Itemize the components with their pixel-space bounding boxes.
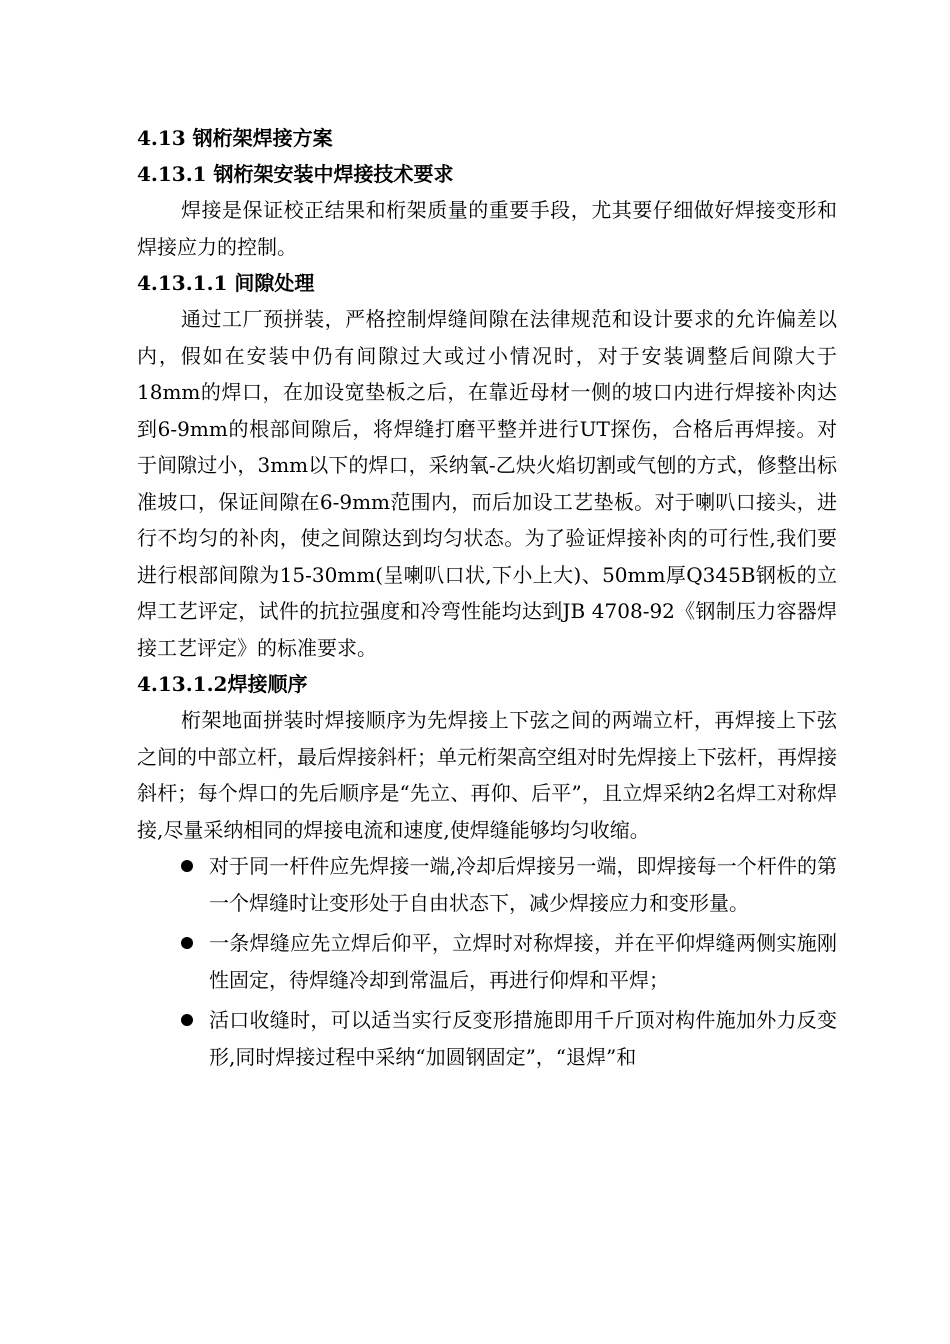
section-heading-4-13: 4.13 钢桁架焊接方案 <box>137 126 333 150</box>
paragraph-gap-treatment: 通过工厂预拼装，严格控制焊缝间隙在法律规范和设计要求的允许偏差以内，假如在安装中仍有间隙过大或过小情况时，对于安装调整后间隙大于18mm的焊口，在加设宽垫板之后，在靠近母材一侧的坡口内进行焊接补肉达到6-9mm的根部间隙后，将焊缝打磨平整并进行UT探伤，合格后再焊接。对于间隙过小，3mm以下的焊口，采纳氧-乙炔火焰切割或气刨的方式，修整出标准坡口，保证间隙在6-9mm范围内，而后加设工艺垫板。对于喇叭口接头，进行不均匀的补肉，使之间隙达到均匀状态。为了验证焊接补肉的可行性,我们要进行根部间隙为15-30mm(呈喇叭口状,下小上大)、50mm厚Q345B钢板的立焊工艺评定，试件的抗拉强度和冷弯性能均达到JB 4708-92《钢制压力容器焊接工艺评定》的标准要求。 <box>137 307 837 660</box>
bullet-dot-icon <box>181 1014 193 1026</box>
bullet-text: 一条焊缝应先立焊后仰平，立焊时对称焊接，并在平仰焊缝两侧实施刚性固定，待焊缝冷却到常温后，再进行仰焊和平焊； <box>209 931 837 992</box>
bullet-dot-icon <box>181 937 193 949</box>
bullet-text: 活口收缝时，可以适当实行反变形措施即用千斤顶对构件施加外力反变形,同时焊接过程中采纳“加圆钢固定”，“退焊”和 <box>209 1008 837 1069</box>
section-heading-4-13-1-1: 4.13.1.1 间隙处理 <box>137 271 315 295</box>
paragraph-intro: 焊接是保证校正结果和桁架质量的重要手段，尤其要仔细做好焊接变形和焊接应力的控制。 <box>137 198 837 259</box>
bullet-item <box>137 848 837 921</box>
document-body <box>137 120 837 1079</box>
section-heading-4-13-1: 4.13.1 钢桁架安装中焊接技术要求 <box>137 162 454 186</box>
bullet-list <box>137 848 837 1075</box>
bullet-dot-icon <box>181 860 193 872</box>
bullet-item <box>137 1002 837 1075</box>
bullet-item <box>137 925 837 998</box>
paragraph-welding-sequence: 桁架地面拼装时焊接顺序为先焊接上下弦之间的两端立杆，再焊接上下弦之间的中部立杆，最后焊接斜杆；单元桁架高空组对时先焊接上下弦杆，再焊接斜杆；每个焊口的先后顺序是“先立、再仰、后平”，且立焊采纳2名焊工对称焊接,尽量采纳相同的焊接电流和速度,使焊缝能够均匀收缩。 <box>137 708 837 842</box>
section-heading-4-13-1-2: 4.13.1.2焊接顺序 <box>137 672 308 696</box>
bullet-text: 对于同一杆件应先焊接一端,冷却后焊接另一端，即焊接每一个杆件的第一个焊缝时让变形处于自由状态下，减少焊接应力和变形量。 <box>209 854 837 915</box>
